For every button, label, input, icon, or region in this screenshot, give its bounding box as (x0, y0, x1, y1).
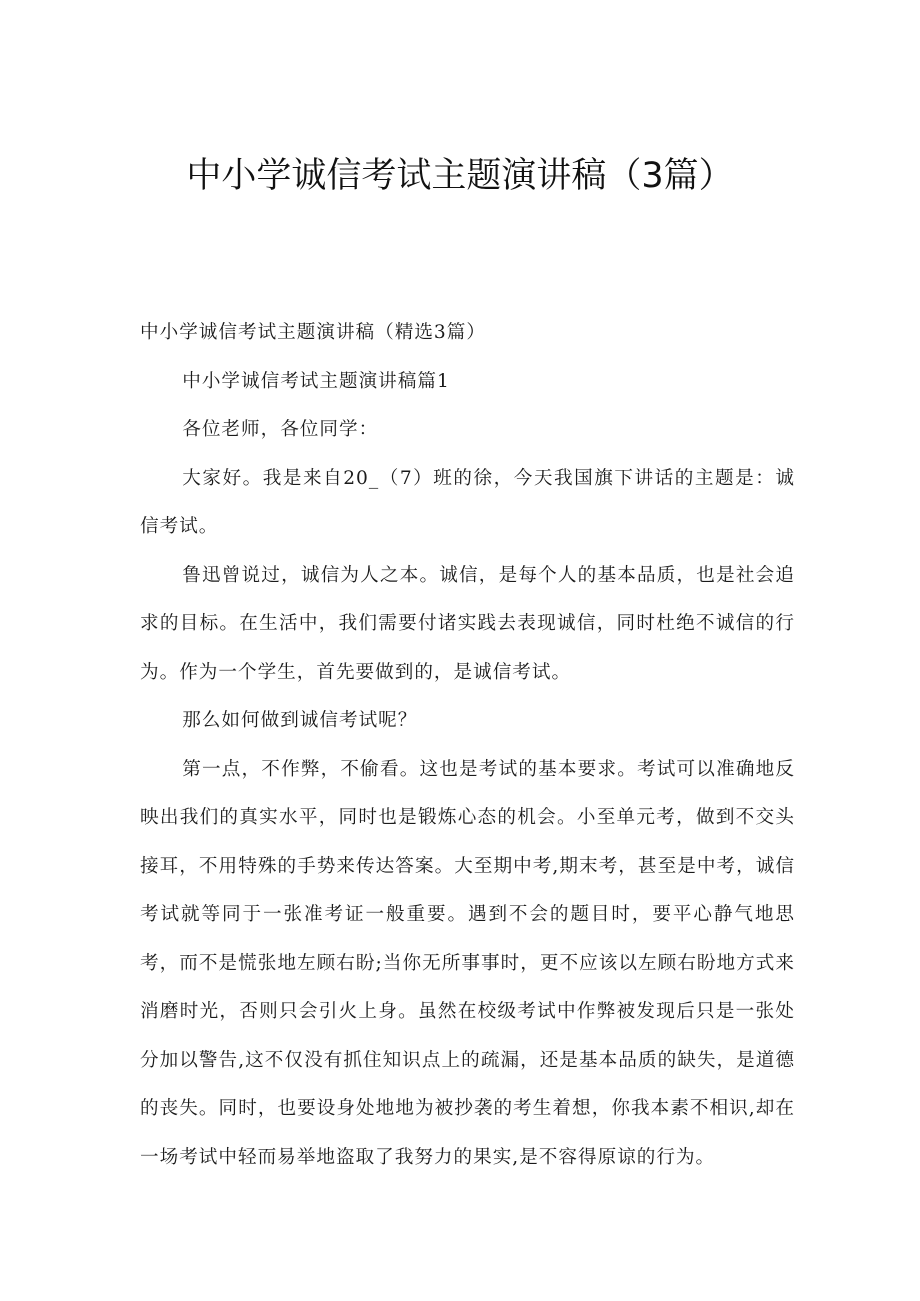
document-title: 中小学诚信考试主题演讲稿（3篇） (186, 156, 734, 196)
section-heading: 中小学诚信考试主题演讲稿篇1 (182, 370, 450, 392)
body-paragraph: 鲁迅曾说过，诚信为人之本。诚信，是每个人的基本品质，也是社会追求的目标。在生活中，我们需要付诸实践去表现诚信，同时杜绝不诚信的行为。作为一个学生，首先要做到的，是诚信考试。 (140, 564, 795, 683)
subtitle-paragraph: 中小学诚信考试主题演讲稿（精选3篇） (140, 322, 486, 343)
body-paragraph: 那么如何做到诚信考试呢？ (182, 710, 418, 731)
document-body (140, 309, 795, 1182)
salutation-paragraph: 各位老师，各位同学： (182, 419, 379, 440)
body-paragraph: 大家好。我是来自20_（7）班的徐，今天我国旗下讲话的主题是：诚信考试。 (140, 467, 795, 537)
body-paragraph: 第一点，不作弊，不偷看。这也是考试的基本要求。考试可以准确地反映出我们的真实水平，同时也是锻炼心态的机会。小至单元考，做到不交头接耳，不用特殊的手势来传达答案。大至期中考,期末考，甚至是中考，诚信考试就等同于一张准考证一般重要。遇到不会的题目时，要平心静气地思考，而不是慌张地左顾右盼;当你无所事事时，更不应该以左顾右盼地方式来消磨时光，否则只会引火上身。虽然在校级考试中作弊被发现后只是一张处分加以警告,这不仅没有抓住知识点上的疏漏，还是基本品质的缺失，是道德的丧失。同时，也要设身处地地为被抄袭的考生着想，你我本素不相识,却在一场考试中轻而易举地盗取了我努力的果实,是不容得原谅的行为。 (140, 758, 795, 1168)
